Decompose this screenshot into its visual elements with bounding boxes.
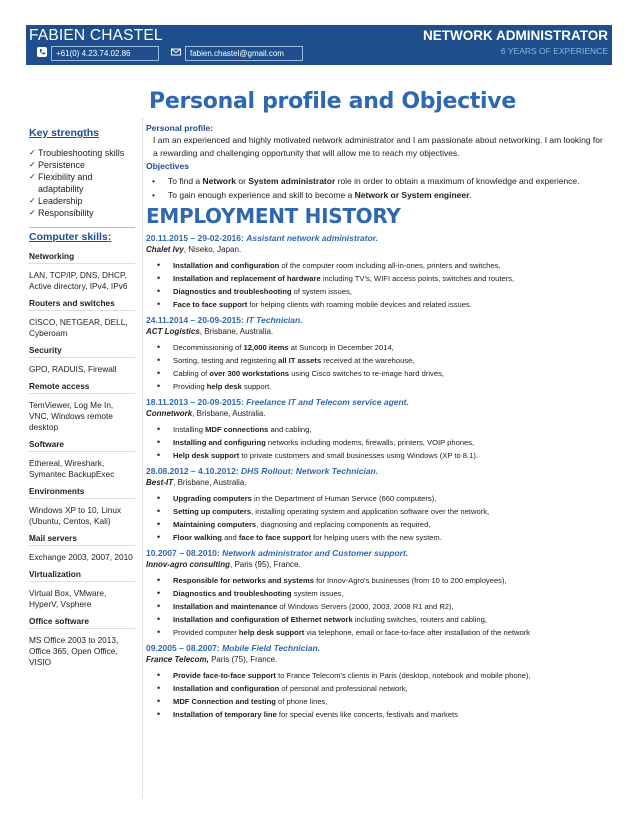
text-run: of system issues, xyxy=(291,287,352,296)
job-position: Network administrator and Customer support. xyxy=(222,548,409,558)
duty-item xyxy=(146,341,608,354)
skill-category: Environments xyxy=(29,486,135,499)
email-field[interactable] xyxy=(185,46,303,61)
duty-item xyxy=(146,613,608,626)
bold-text: Upgrading computers xyxy=(173,494,252,503)
skill-category: Routers and switches xyxy=(29,298,135,311)
bold-text: 12,000 items xyxy=(243,343,289,352)
job-entry xyxy=(146,232,608,311)
profile-section-heading: Personal profile and Objective xyxy=(149,89,516,114)
phone-field[interactable] xyxy=(51,46,159,61)
duty-item xyxy=(146,259,608,272)
skills-list xyxy=(29,251,135,668)
computer-skills-heading: Computer skills: xyxy=(29,231,112,243)
strength-item: ✓ Persistence xyxy=(29,159,135,171)
text-run: at Suncorp in December 2014, xyxy=(288,343,394,352)
job-company xyxy=(146,244,608,256)
text-run: To find a xyxy=(168,176,203,186)
duty-item xyxy=(146,587,608,600)
job-dates: 09.2005 – 08.2007: xyxy=(146,643,223,653)
text-run: for helping users with the new system. xyxy=(311,533,442,542)
text-run: . xyxy=(469,190,472,200)
company-location: , Brisbane, Australia. xyxy=(173,478,247,487)
text-run: Provided computer xyxy=(173,628,239,637)
objective-item xyxy=(146,174,608,188)
strength-item: ✓ Responsibility xyxy=(29,207,135,219)
bold-text: MDF Connection and testing xyxy=(173,697,276,706)
text-run: Providing xyxy=(173,382,207,391)
duties-list xyxy=(146,259,608,311)
bold-text: Installation and maintenance xyxy=(173,602,278,611)
bold-text: Maintaining computers xyxy=(173,520,257,529)
job-entry xyxy=(146,547,608,639)
company-name: Chalet Ivy xyxy=(146,245,184,254)
bold-text: help desk support xyxy=(238,628,305,637)
company-name: Innov-agro consulting xyxy=(146,560,230,569)
duties-list xyxy=(146,492,608,544)
text-run: , diagnosing and replacing components as required, xyxy=(256,520,431,529)
text-run: Sorting, testing and registering xyxy=(173,356,279,365)
job-dates: 10.2007 – 08.2010: xyxy=(146,548,223,558)
strengths-list xyxy=(29,147,135,219)
bold-text: Installation and configuration xyxy=(173,261,280,270)
duty-item xyxy=(146,669,608,682)
skill-category: Office software xyxy=(29,616,135,629)
text-run: , installing operating system and application software over the network, xyxy=(251,507,490,516)
duty-item xyxy=(146,354,608,367)
company-name: Best-IT xyxy=(146,478,174,487)
job-heading xyxy=(146,232,608,244)
job-position: Mobile Field Technician. xyxy=(222,643,321,653)
text-run: Decommissioning of xyxy=(173,343,244,352)
duties-list xyxy=(146,423,608,462)
text-run: Cabling of xyxy=(173,369,210,378)
job-entry xyxy=(146,642,608,721)
text-run: received at the warehouse, xyxy=(321,356,415,365)
job-entry xyxy=(146,396,608,462)
job-position: DHS Rollout: Network Technician. xyxy=(241,466,379,476)
skill-category: Virtualization xyxy=(29,569,135,582)
skill-values: LAN, TCP/IP, DNS, DHCP, Active directory, IPv4, IPv6 xyxy=(29,270,128,291)
text-run: and cabling, xyxy=(268,425,312,434)
skill-values: CISCO, NETGEAR, DELL, Cyberoam xyxy=(29,317,128,338)
bold-text: Diagnostics and troubleshooting xyxy=(173,589,292,598)
skill-category: Networking xyxy=(29,251,135,264)
job-position: Freelance IT and Telecom service agent. xyxy=(246,397,409,407)
text-run: to France Telecom’s clients in Paris (desktop, notebook and mobile phone), xyxy=(275,671,531,680)
text-run: system issues, xyxy=(291,589,344,598)
company-location: , Niseko, Japan. xyxy=(183,245,242,254)
skill-values: GPO, RADUIS, Firewall xyxy=(29,364,117,374)
company-location: Paris (75), France. xyxy=(208,655,278,664)
text-run: or xyxy=(236,176,249,186)
job-title: NETWORK ADMINISTRATOR xyxy=(423,28,608,43)
header-banner xyxy=(26,25,612,65)
skill-values: Exchange 2003, 2007, 2010 xyxy=(29,552,133,562)
skill-category: Software xyxy=(29,439,135,452)
duty-item xyxy=(146,531,608,544)
company-name: France Telecom, xyxy=(146,655,209,664)
bold-text: Installation and configuration of Ethernet network xyxy=(173,615,353,624)
bold-text: help desk xyxy=(206,382,242,391)
job-dates: 20.11.2015 – 29-02-2016: xyxy=(146,233,247,243)
job-company xyxy=(146,408,608,420)
bold-text: Network xyxy=(202,176,237,186)
personal-profile-label: Personal profile: xyxy=(146,123,214,133)
duty-item xyxy=(146,574,608,587)
duties-list xyxy=(146,669,608,721)
text-run: for special events like concerts, festivals and markets xyxy=(276,710,458,719)
email-address: fabien.chastel@gmail.com xyxy=(190,49,284,58)
text-run: of the computer room including all-in-ones, printers and switches, xyxy=(279,261,501,270)
job-dates: 18.11.2013 – 20-09-2015: xyxy=(146,397,247,407)
text-run: of phone lines, xyxy=(275,697,328,706)
text-run: to private customers and small businesses using Windows (XP to 8.1). xyxy=(239,451,478,460)
bold-text: Responsible for networks and systems xyxy=(173,576,314,585)
company-name: Connetwork xyxy=(146,409,193,418)
bold-text: Installation and configuration xyxy=(173,684,280,693)
text-run: role in order to obtain a maximum of knowledge and experience. xyxy=(335,176,580,186)
column-divider xyxy=(142,118,143,798)
bold-text: all IT assets xyxy=(278,356,322,365)
job-heading xyxy=(146,314,608,326)
duty-item xyxy=(146,518,608,531)
duty-item xyxy=(146,285,608,298)
skill-category: Security xyxy=(29,345,135,358)
job-entry xyxy=(146,314,608,393)
text-run: Installing xyxy=(173,425,206,434)
duty-item xyxy=(146,367,608,380)
company-name: ACT Logistics xyxy=(146,327,200,336)
job-heading xyxy=(146,547,608,559)
phone-number: +61(0) 4.23.74.02.86 xyxy=(56,49,131,58)
duty-item xyxy=(146,695,608,708)
bold-text: Provide face-to-face support xyxy=(173,671,276,680)
text-run: of personal and professional network, xyxy=(279,684,408,693)
bold-text: System administrator xyxy=(248,176,336,186)
bold-text: over 300 workstations xyxy=(209,369,290,378)
main-content xyxy=(146,88,608,721)
bold-text: Floor walking xyxy=(173,533,222,542)
bold-text: Installation and replacement of hardware xyxy=(173,274,321,283)
text-run: using Cisco switches to re-image hard drives, xyxy=(289,369,444,378)
skill-values: Virtual Box, VMware, HyperV, Vsphere xyxy=(29,588,107,609)
text-run: in the Department of Human Service (660 computers), xyxy=(251,494,437,503)
phone-icon xyxy=(37,47,47,57)
duty-item xyxy=(146,708,608,721)
text-run: for Innov-Agro's businesses (from 10 to 200 employees), xyxy=(313,576,507,585)
duty-item xyxy=(146,492,608,505)
divider xyxy=(29,227,135,228)
bold-text: Diagnostics and troubleshooting xyxy=(173,287,292,296)
bold-text: Network or System engineer xyxy=(354,190,470,200)
job-company xyxy=(146,326,608,338)
skill-values: TemViewer, Log Me In, VNC, Windows remote desktop xyxy=(29,400,114,432)
job-position: IT Technician. xyxy=(246,315,303,325)
job-heading xyxy=(146,465,608,477)
text-run: including TV’s, WIFI access points, switches and routers, xyxy=(320,274,515,283)
text-run: via telephone, email or face-to-face after installation of the network xyxy=(304,628,531,637)
skill-values: Ethereal, Wireshark, Symantec BackupExec xyxy=(29,458,115,479)
text-run: for helping clients with roaming mobile devices and related issues. xyxy=(247,300,472,309)
strength-item: ✓ Troubleshooting skills xyxy=(29,147,135,159)
bold-text: Face to face support xyxy=(173,300,248,309)
job-company xyxy=(146,477,608,489)
duty-item xyxy=(146,423,608,436)
skill-category: Remote access xyxy=(29,381,135,394)
text-run: support. xyxy=(241,382,272,391)
job-heading xyxy=(146,396,608,408)
text-run: and xyxy=(221,533,239,542)
text-run: of Windows Servers (2000, 2003, 2008 R1 and R2), xyxy=(277,602,454,611)
strength-item: ✓ Leadership xyxy=(29,195,135,207)
experience-label: 6 YEARS OF EXPERIENCE xyxy=(500,46,608,56)
text-run: To gain enough experience and skill to become a xyxy=(168,190,355,200)
duty-item xyxy=(146,436,608,449)
company-location: , Paris (95), France. xyxy=(230,560,301,569)
duties-list xyxy=(146,341,608,393)
jobs-list xyxy=(146,232,608,721)
strength-item: ✓ Flexibility and adaptability xyxy=(29,171,135,195)
sidebar xyxy=(29,127,135,668)
skill-category: Mail servers xyxy=(29,533,135,546)
job-company xyxy=(146,559,608,571)
job-position: Assistant network administrator. xyxy=(246,233,378,243)
job-dates: 24.11.2014 – 20-09-2015: xyxy=(146,315,247,325)
bold-text: Help desk support xyxy=(173,451,240,460)
job-dates: 28.08.2012 – 4.10.2012: xyxy=(146,466,241,476)
bold-text: Installing and configuring xyxy=(173,438,266,447)
text-run: networks including modems, firewalls, printers, VOIP phones, xyxy=(265,438,475,447)
duties-list xyxy=(146,574,608,639)
personal-profile-text: I am an experienced and highly motivated network administrator and I am passionate about networking. I am looking for a rewarding and challenging opportunity that will allow me to reach my objectives. xyxy=(153,135,603,158)
skill-values: Windows XP to 10, Linux (Ubuntu, Centos, Kali) xyxy=(29,505,122,526)
bold-text: Setting up computers xyxy=(173,507,252,516)
company-location: , Brisbane, Australia. xyxy=(192,409,266,418)
duty-item xyxy=(146,449,608,462)
duty-item xyxy=(146,505,608,518)
duty-item xyxy=(146,380,608,393)
bold-text: face to face support xyxy=(238,533,311,542)
job-entry xyxy=(146,465,608,544)
duty-item xyxy=(146,682,608,695)
duty-item xyxy=(146,298,608,311)
skill-values: MS Office 2003 to 2013, Office 365, Open Office, VISIO xyxy=(29,635,119,667)
job-company xyxy=(146,654,608,666)
objectives-list xyxy=(146,174,608,202)
employment-history-heading: EMPLOYMENT HISTORY xyxy=(146,204,401,228)
objectives-label: Objectives xyxy=(146,161,189,171)
email-icon xyxy=(171,47,181,57)
duty-item xyxy=(146,272,608,285)
candidate-name: FABIEN CHASTEL xyxy=(29,27,163,44)
text-run: including switches, routers and cabling, xyxy=(352,615,487,624)
bold-text: Installation of temporary line xyxy=(173,710,277,719)
job-heading xyxy=(146,642,608,654)
duty-item xyxy=(146,600,608,613)
company-location: , Brisbane, Australia. xyxy=(199,327,274,336)
key-strengths-heading: Key strengths xyxy=(29,127,100,139)
duty-item xyxy=(146,626,608,639)
bold-text: MDF connections xyxy=(205,425,269,434)
objective-item xyxy=(146,188,608,202)
